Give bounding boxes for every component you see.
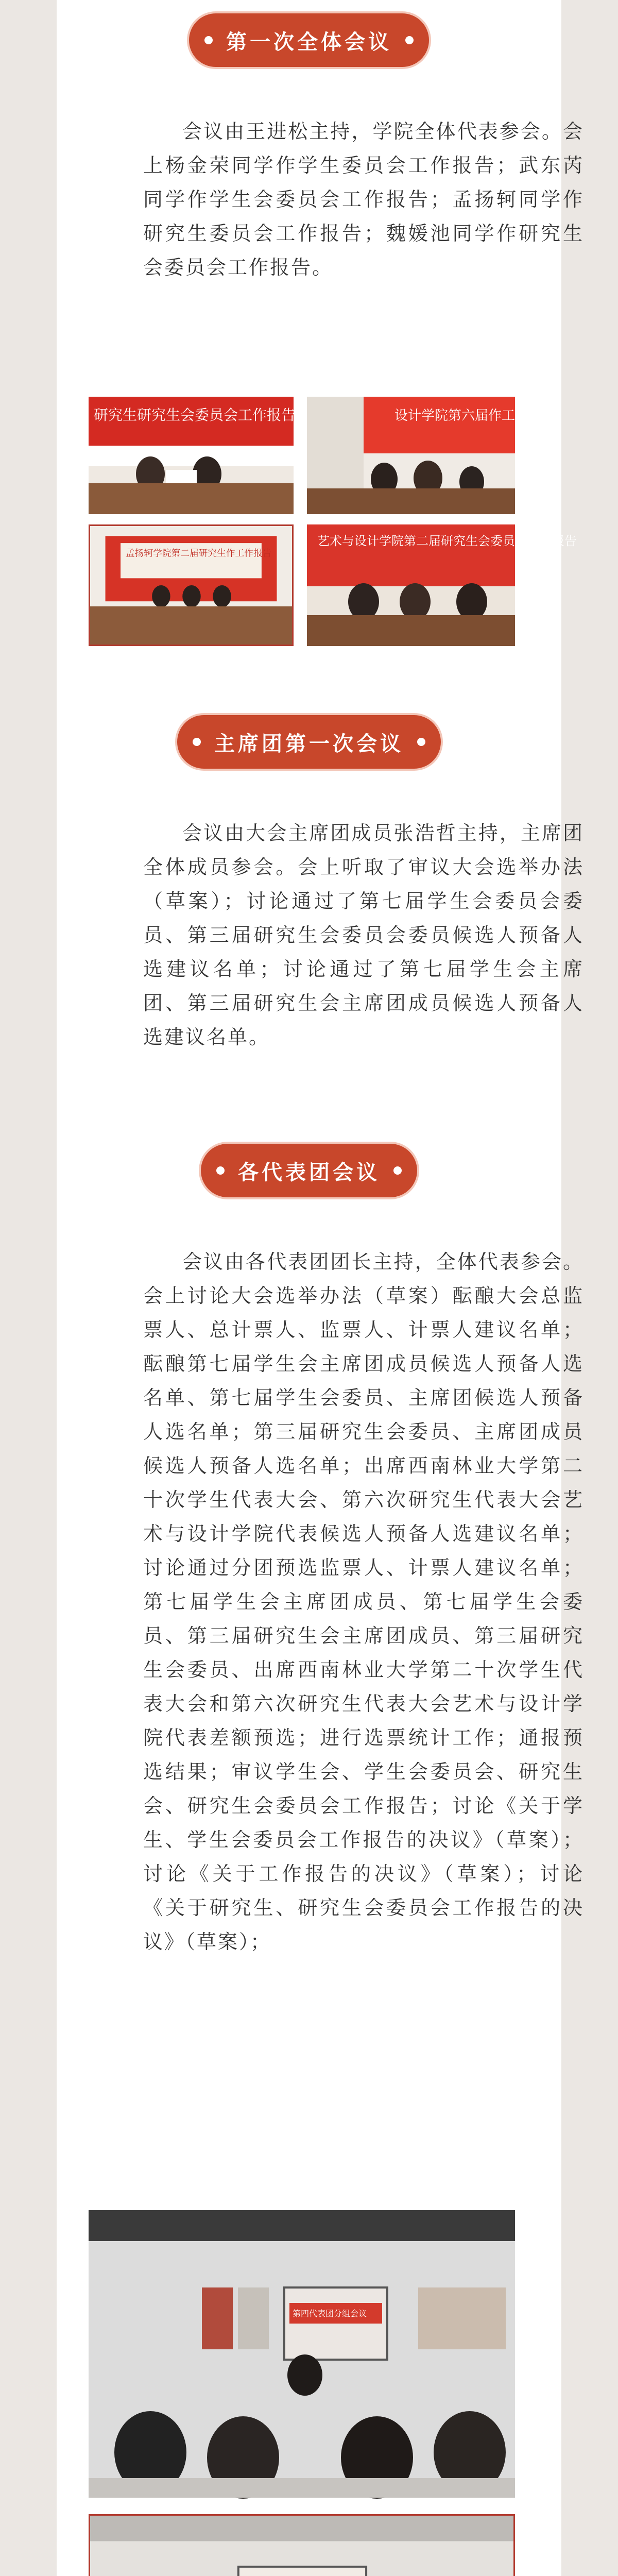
- section-body-delegation-meetings: 会议由各代表团团长主持，全体代表参会。会上讨论大会选举办法（草案）酝酿大会总监票人、总计票人、监票人、计票人建议名单；酝酿第七届学生会主席团成员候选人预备人选名单、第七届学生会委员、主席团候选人预备人选名单；第三届研究生会委员、主席团成员候选人预备人选名单；出席西南林业大学第二十次学生代表大会、第六次研究生代表大会艺术与设计学院代表候选人预备人选建议名单；讨论通过分团预选监票人、计票人建议名单；第七届学生会主席团成员、第七届学生会委员、第三届研究生会主席团成员、第三届研究生会委员、出席西南林业大学第二十次学生代表大会和第六次研究生代表大会艺术与设计学院代表差额预选；进行选票统计工作；通报预选结果；审议学生会、学生会委员会、研究生会、研究生会委员会工作报告；讨论《关于学生、学生会委员会工作报告的决议》（草案）；讨论《关于工作报告的决议》（草案）；讨论《关于研究生、研究生会委员会工作报告的决议》（草案）；: [143, 1250, 584, 1953]
- photo-banner-text: 艺术与设计学院第二届研究生会委员会工作报告: [317, 534, 577, 548]
- section-heading-delegation-meetings: [201, 1144, 417, 1197]
- photo-banner-text: 孟扬轲学院第二届研究生作工作报告: [125, 548, 272, 559]
- section-heading-first-plenary: [189, 13, 429, 67]
- photo-banner-text: 研究生研究生会委员会工作报告: [94, 406, 296, 423]
- bullet-dot-icon: [405, 36, 414, 44]
- photo-banner-text: 设计学院第六届作工作报告: [394, 408, 556, 423]
- section-body-first-plenary: 会议由王进松主持，学院全体代表参会。会上杨金荣同学作学生委员会工作报告；武东芮同学作学生会委员会工作报告；孟扬轲同学作研究生委员会工作报告；魏媛池同学作研究生会委员会工作报告。: [143, 120, 584, 279]
- section-heading-presidium-first-meeting: [177, 715, 441, 769]
- meeting-photo-1: [89, 397, 294, 514]
- section-heading-label: 第一次全体会议: [226, 30, 392, 54]
- meeting-photo-6: [89, 2514, 515, 2576]
- article-panel: [57, 0, 584, 2576]
- meeting-photo-4: [307, 524, 577, 646]
- bullet-dot-icon: [204, 36, 213, 44]
- section-body-presidium-first-meeting: 会议由大会主席团成员张浩哲主持，主席团全体成员参会。会上听取了审议大会选举办法（草案）；讨论通过了第七届学生会委员会委员、第三届研究生会委员会委员候选人预备人选建议名单；讨论通过了第七届学生会主席团、第三届研究生会主席团成员候选人预备人选建议名单。: [143, 822, 584, 1048]
- photo-banner-text: 第四代表团分组会议: [293, 2309, 367, 2318]
- bullet-dot-icon: [193, 738, 201, 746]
- section-heading-label: 主席团第一次会议: [214, 732, 404, 756]
- meeting-photo-3: [89, 524, 294, 646]
- bullet-dot-icon: [393, 1166, 402, 1175]
- section-heading-label: 各代表团会议: [238, 1160, 380, 1184]
- bullet-dot-icon: [417, 738, 425, 746]
- meeting-photo-5: [89, 2210, 515, 2498]
- meeting-photo-2: [307, 397, 556, 514]
- bullet-dot-icon: [216, 1166, 225, 1175]
